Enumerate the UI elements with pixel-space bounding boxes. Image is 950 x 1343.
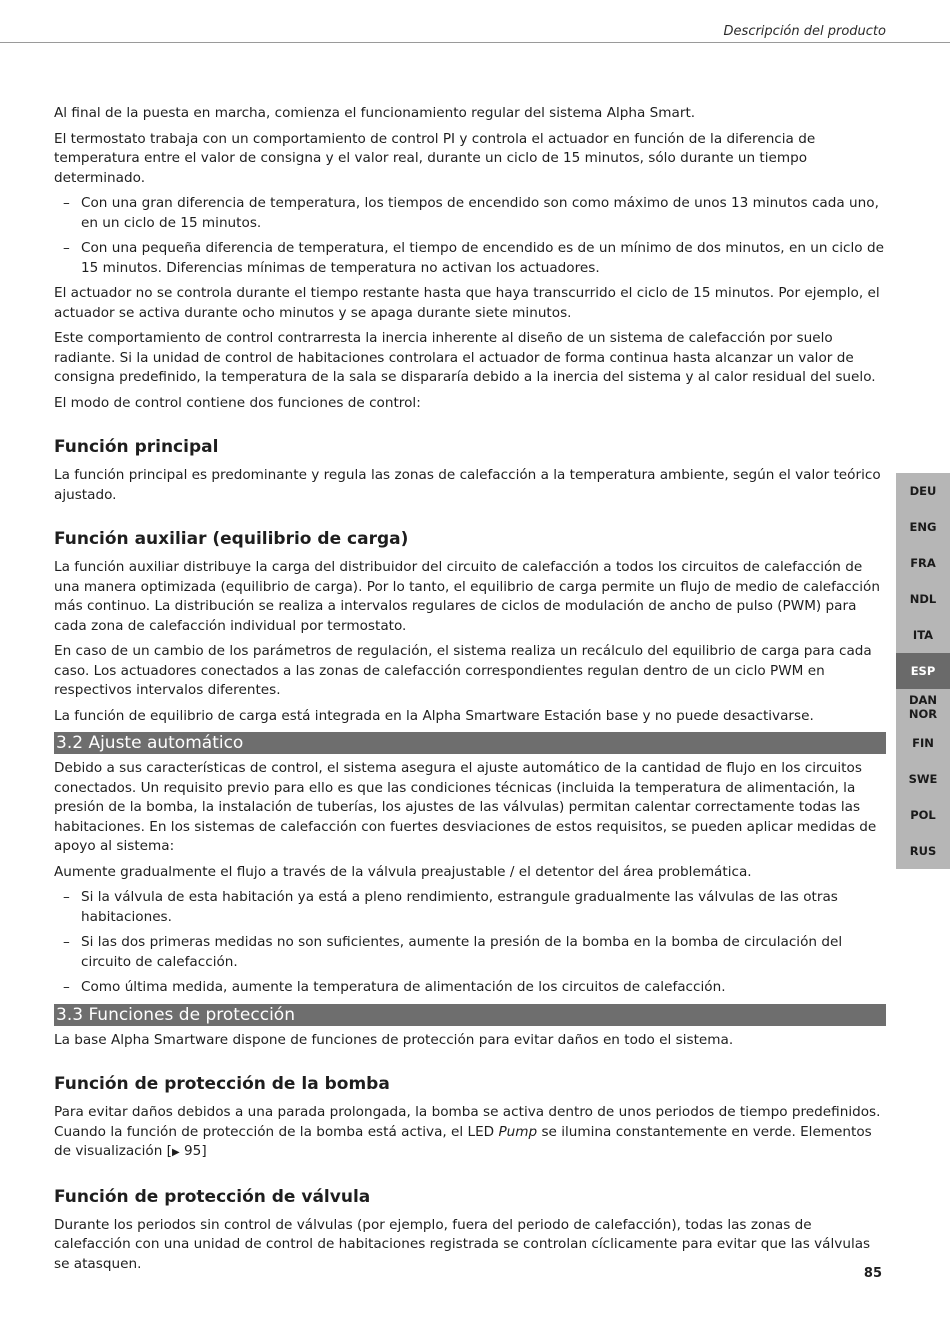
section-heading-3-2: 3.2 Ajuste automático: [54, 732, 886, 754]
bullet-list: [54, 888, 886, 998]
paragraph: El actuador no se controla durante el tiempo restante hasta que haya transcurrido el ciclo de 15 minutos. Por ejemplo, el actuador se activa durante ocho minutos y se apaga durante siete minutos.: [54, 285, 880, 321]
language-tab-rus[interactable]: RUS: [909, 844, 937, 858]
paragraph: La función auxiliar distribuye la carga del distribuidor del circuito de calefacción a todos los circuitos de calefacción de una manera optimizada (equilibrio de carga). Por lo tanto, el equilibrio de carga permite un flujo de medio de calefacción más continuo. La distribución se realiza a intervalos regulares de ciclos de modulación de ancho de pulso (PWM) para cada zona de calefacción individual por termostato.: [54, 559, 880, 634]
bullet-list: [54, 194, 886, 278]
paragraph: Al final de la puesta en marcha, comienza el funcionamiento regular del sistema Alpha Smart.: [54, 105, 696, 121]
list-item: – Si las dos primeras medidas no son suficientes, aumente la presión de la bomba en la bomba de circulación del circuito de calefacción.: [63, 934, 843, 970]
language-tab-fra[interactable]: FRA: [910, 556, 936, 570]
dash-bullet: –: [63, 889, 70, 905]
language-tab-bar: [896, 473, 950, 869]
page-reference-link[interactable]: 95: [184, 1143, 202, 1159]
paragraph: La función principal es predominante y regula las zonas de calefacción a la temperatura ambiente, según el valor teórico ajustado.: [54, 467, 881, 503]
paragraph: Aumente gradualmente el flujo a través de la válvula preajustable / el detentor del área problemática.: [54, 863, 752, 880]
language-tab-dan-nor[interactable]: DAN NOR: [908, 693, 938, 721]
paragraph: Debido a sus características de control, el sistema asegura el ajuste automático de la cantidad de flujo en los circuitos conectados. Un requisito previo para ello es que las condiciones técnicas (incluida la temperatura de alimentación, la presión de la bomba, la instalación de tuberías, los ajustes de las válvulas) permitan calentar correctamente todas las habitaciones. En los sistemas de calefacción con fuertes desviaciones de estos requisitos, se pueden aplicar medidas de apoyo al sistema:: [54, 760, 877, 854]
dash-bullet: –: [63, 934, 70, 950]
language-tab-eng[interactable]: ENG: [909, 520, 937, 534]
language-tab-ndl[interactable]: NDL: [909, 592, 937, 606]
list-item: – Como última medida, aumente la temperatura de alimentación de los circuitos de calefacción.: [54, 978, 886, 998]
header-divider: [0, 42, 950, 43]
dash-bullet: –: [63, 195, 70, 211]
section-heading-3-3: 3.3 Funciones de protección: [54, 1004, 886, 1026]
language-tab-swe[interactable]: SWE: [908, 772, 938, 786]
page-body: [54, 104, 886, 1280]
paragraph: La base Alpha Smartware dispone de funciones de protección para evitar daños en todo el sistema.: [54, 1031, 734, 1048]
list-item: – Con una gran diferencia de temperatura, los tiempos de encendido son como máximo de unos 13 minutos cada uno, en un ciclo de 15 minutos.: [63, 195, 879, 231]
paragraph: El modo de control contiene dos funciones de control:: [54, 394, 421, 411]
language-tab-deu[interactable]: DEU: [909, 484, 937, 498]
paragraph: Para evitar daños debidos a una parada prolongada, la bomba se activa dentro de unos periodos de tiempo predefinidos. Cuando la función de protección de la bomba está activa, el LED Pump se ilumina constantemente en verde. Elementos de visualización [▶ 95]: [54, 1104, 881, 1159]
language-tab-ita[interactable]: ITA: [912, 628, 934, 642]
paragraph: En caso de un cambio de los parámetros de regulación, el sistema realiza un recálculo del equilibrio de carga para cada caso. Los actuadores conectados a las zonas de calefacción correspondientes regulan dentro de un ciclo PWM en respectivos intervalos diferentes.: [54, 643, 872, 698]
dash-bullet: –: [63, 240, 70, 256]
heading-proteccion-bomba: Función de protección de la bomba: [54, 1074, 390, 1094]
list-item: – Si la válvula de esta habitación ya está a pleno rendimiento, estrangule gradualmente las válvulas de las otras habitaciones.: [63, 889, 838, 925]
led-name: Pump: [498, 1123, 538, 1140]
heading-funcion-auxiliar: Función auxiliar (equilibrio de carga): [54, 529, 409, 549]
heading-proteccion-valvula: Función de protección de válvula: [54, 1186, 371, 1207]
page-number: 85: [863, 1266, 882, 1281]
paragraph: La función de equilibrio de carga está integrada en la Alpha Smartware Estación base y no puede desactivarse.: [54, 707, 814, 724]
language-tab-pol[interactable]: POL: [910, 808, 936, 822]
heading-funcion-principal: Función principal: [54, 437, 219, 457]
running-header: Descripción del producto: [723, 24, 886, 39]
paragraph: Durante los periodos sin control de válvulas (por ejemplo, fuera del periodo de calefacción), todas las zonas de calefacción con una unidad de control de habitaciones registrada se controlan cíclicamente para evitar que las válvulas se atasquen.: [54, 1216, 871, 1272]
paragraph: El termostato trabaja con un comportamiento de control PI y controla el actuador en función de la diferencia de temperatura entre el valor de consigna y el valor real, durante un ciclo de 15 minutos, sólo durante un tiempo determinado.: [54, 130, 816, 186]
language-tab-fin[interactable]: FIN: [912, 736, 934, 750]
dash-bullet: –: [63, 979, 70, 995]
play-arrow-icon: ▶: [172, 1147, 180, 1158]
paragraph: Este comportamiento de control contrarresta la inercia inherente al diseño de un sistema de calefacción por suelo radiante. Si la unidad de control de habitaciones controlara el actuador de forma continua hasta alcanzar un valor de consigna predefinido, la temperatura de la sala se dispararía debido a la inercia del sistema y al calor residual del suelo.: [54, 330, 876, 385]
list-item: – Con una pequeña diferencia de temperatura, el tiempo de encendido es de un mínimo de dos minutos, en un ciclo de 15 minutos. Diferencias mínimas de temperatura no activan los actuadores.: [63, 240, 884, 276]
language-tab-esp[interactable]: ESP: [896, 653, 950, 689]
